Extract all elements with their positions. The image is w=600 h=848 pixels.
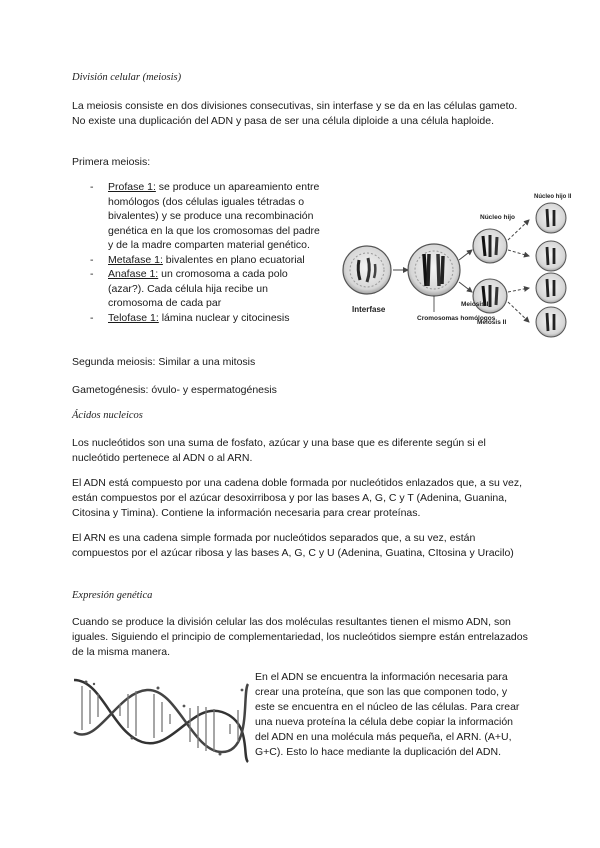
- phase-name: Metafase 1:: [108, 253, 163, 266]
- phase-item: - Anafase 1: un cromosoma a cada polo (azar?). Cada célula hija recibe un cromosoma de cada par: [90, 268, 288, 309]
- hijo2-cell: [536, 307, 566, 337]
- hijo2-cell: [536, 203, 566, 233]
- acidos-p2: El ADN está compuesto por una cadena doble formada por nucleótidos enlazados que, a su vez, están compuestos por el azúcar desoxirribosa y por las bases A, G, C y T (Adenina, Guanina, Citosina y Timina). Contiene la información necesaria para crear proteínas.: [72, 477, 523, 519]
- primera-meiosis-label: Primera meiosis:: [72, 156, 151, 168]
- segunda-meiosis: Segunda meiosis: Similar a una mitosis: [72, 356, 256, 368]
- label-cromosomas-text: Cromosomas homólogos: [417, 315, 496, 322]
- phase-name: Anafase 1:: [108, 268, 159, 280]
- phase-name: Telofase 1:: [108, 311, 159, 324]
- phase-text: se produce un apareamiento entre homólogos (dos células iguales tétradas o bivalentes) y se produce una recombinación genética en la que los cromosomas del padre y de la madre comparten material genético.: [108, 181, 320, 251]
- hijo-cell-top: [473, 229, 507, 263]
- label-nucleo-hijo: Núcleo hijo: [480, 214, 516, 221]
- phase-text: lámina nuclear y citocinesis: [158, 311, 290, 324]
- expresion-p1: Cuando se produce la división celular las dos moléculas resultantes tienen el mismo ADN, son iguales. Siguiendo el principio de complementariedad, los nucleótidos siempre están entrelazados de la misma manera.: [72, 616, 528, 658]
- phase-item: - Metafase 1: bivalentes en plano ecuatorial: [90, 253, 305, 266]
- phase-item: - Profase 1: se produce un apareamiento entre homólogos (dos células iguales tétradas o bivalentes) y se produce una recombinación genética en la que los cromosomas del padre y de la madre comparten material genético.: [90, 181, 320, 251]
- dna-helix-image: [72, 672, 250, 770]
- phase-name: Profase 1:: [108, 181, 156, 193]
- label-meiosis1: Meiosis I: [461, 301, 489, 308]
- interfase-cell: [343, 246, 391, 294]
- phase-list: [90, 180, 320, 325]
- acidos-p1: Los nucleótidos son una suma de fosfato, azúcar y una base que es diferente según si el nucleótido pertenece al ADN o al ARN.: [72, 437, 486, 464]
- meiosis-intro: La meiosis consiste en dos divisiones consecutivas, sin interfase y se da en las células gameto. No existe una duplicación del ADN y pasa de ser una célula diploide a una célula haploide.: [72, 100, 518, 127]
- label-interfase: Interfase: [352, 305, 386, 314]
- acidos-p3: El ARN es una cadena simple formada por nucleótidos separados que, a su vez, están compuestos por el azúcar ribosa y las bases A, G, C y U (Adenina, Guatina, CItosina y Uracilo): [72, 532, 514, 559]
- hijo2-cell: [536, 241, 566, 271]
- hijo2-cell: [536, 273, 566, 303]
- gametogenesis: Gametogénesis: óvulo- y espermatogénesis: [72, 384, 277, 396]
- expresion-p2: En el ADN se encuentra la información necesaria para crear una proteína, que son las que componen todo, y este se encuentra en el núcleo de las células. Para crear una nueva proteína la célula debe copiar la información del ADN en una molécula más pequeña, el ARN. (A+U, G+C). Esto lo hace mediante la duplicación del ADN.: [255, 671, 520, 758]
- acidos-heading: Ácidos nucleicos: [72, 410, 143, 421]
- meiosis-heading: División celular (meiosis): [72, 72, 182, 83]
- phase-text: un cromosoma a cada polo (azar?). Cada célula hija recibe un cromosoma de cada par: [108, 268, 288, 309]
- phase-item: - Telofase 1: lámina nuclear y citocinesis: [90, 311, 290, 324]
- meiosis1-cell: [408, 244, 460, 296]
- expresion-heading: Expresión genética: [72, 590, 153, 601]
- label-meiosis2: Meiosis II: [477, 319, 507, 326]
- phase-text: bivalentes en plano ecuatorial: [162, 253, 305, 266]
- label-nucleo-hijo2: Núcleo hijo II: [534, 194, 572, 200]
- meiosis-diagram: [330, 188, 575, 348]
